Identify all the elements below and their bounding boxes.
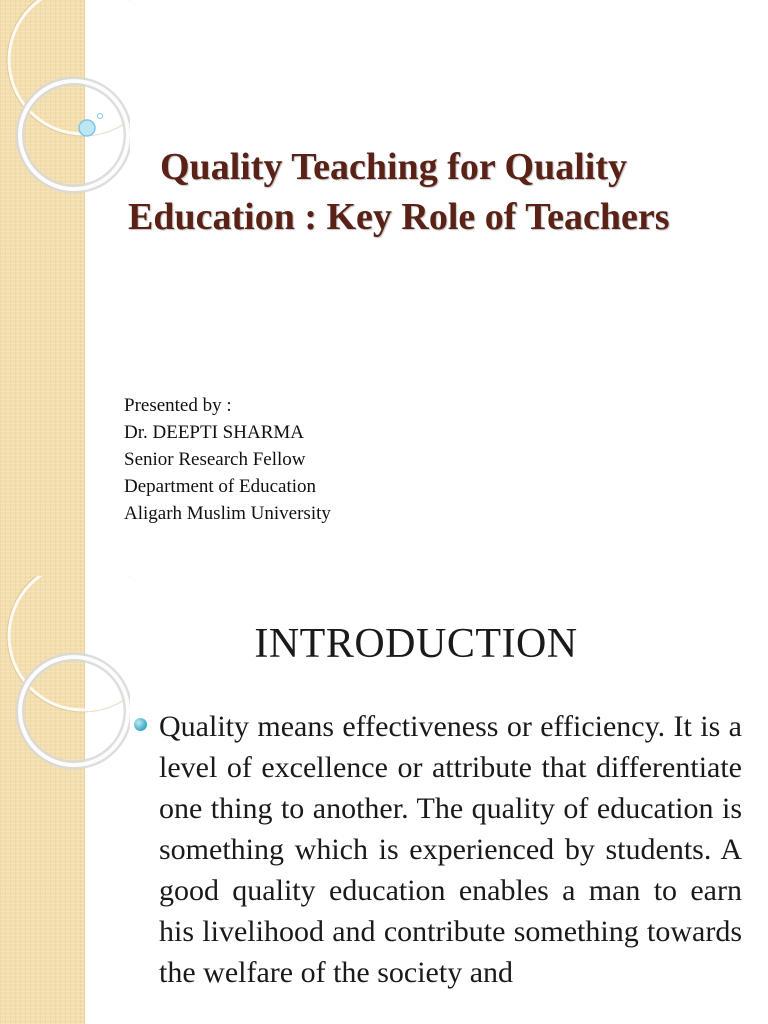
title-line-1: Quality Teaching for Quality <box>160 146 627 188</box>
bullet-dot-icon <box>134 718 147 731</box>
presenter-block <box>124 392 331 527</box>
section-heading: INTRODUCTION <box>254 621 578 667</box>
presenter-label: Presented by : <box>124 395 232 416</box>
presenter-position: Senior Research Fellow <box>124 449 306 470</box>
title-line-2: Education : Key Role of Teachers <box>128 196 670 238</box>
bullet-item <box>134 706 742 993</box>
presenter-department: Department of Education <box>124 476 317 497</box>
presenter-university: Aligarh Muslim University <box>124 503 331 524</box>
introduction-slide <box>0 576 768 1024</box>
presenter-name: Dr. DEEPTI SHARMA <box>124 422 304 443</box>
bullet-text: Quality means effectiveness or efficiency. It is a level of excellence or attribute that differentiate one thing to another. The quality of education is something which is experienced by students. A good quality education enables a man to earn his livelihood and contribute something towards the welfare of the society and <box>159 710 742 989</box>
slide-title <box>100 142 750 242</box>
decorative-rings-icon <box>0 576 130 776</box>
